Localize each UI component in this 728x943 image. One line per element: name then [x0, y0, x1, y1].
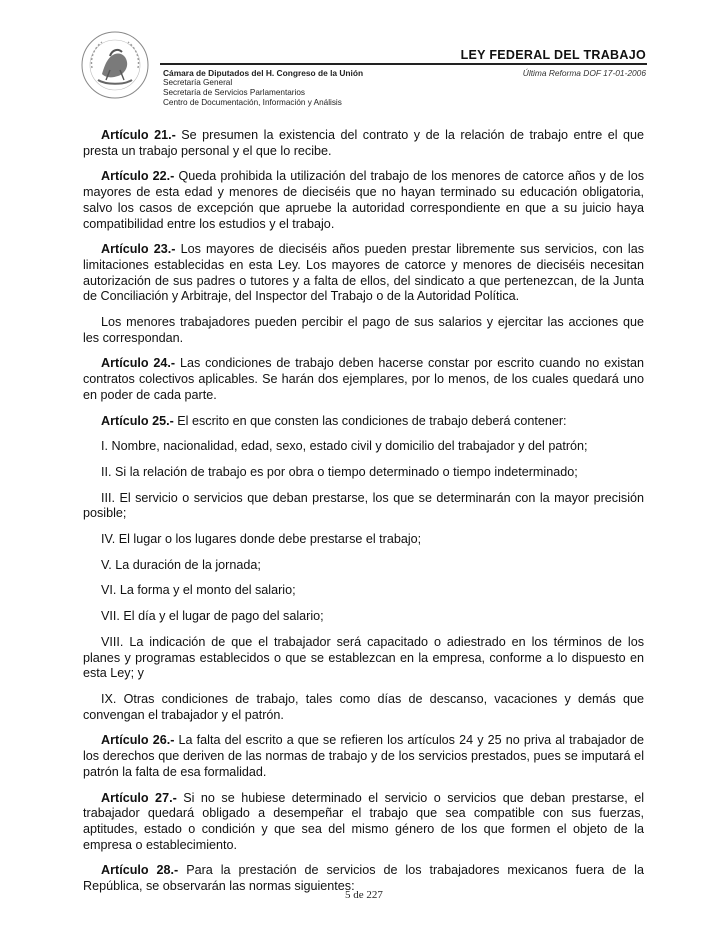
paragraph-text: Los menores trabajadores pueden percibir el pago de sus salarios y ejercitar las acciones que les correspondan.: [83, 315, 644, 345]
document-body: [83, 128, 644, 905]
body-paragraph: [83, 558, 644, 574]
paragraph-text: La falta del escrito a que se refieren los artículos 24 y 25 no priva al trabajador de los derechos que deriven de las normas de trabajo y de los servicios prestados, pues se imputará el patrón la falta de esa formalidad.: [83, 733, 645, 779]
body-paragraph: [83, 583, 644, 599]
article-heading: Artículo 27.-: [101, 790, 177, 805]
body-paragraph: [83, 465, 644, 481]
body-paragraph: [83, 532, 644, 548]
article-paragraph: [83, 128, 644, 159]
article-heading: Artículo 28.-: [101, 863, 179, 878]
paragraph-text: V. La duración de la jornada;: [101, 557, 261, 572]
article-paragraph: [83, 791, 644, 854]
page-header: [0, 0, 728, 120]
paragraph-text: El escrito en que consten las condiciones de trabajo deberá contener:: [177, 413, 567, 428]
article-heading: Artículo 26.-: [101, 733, 175, 748]
institution-subline: Centro de Documentación, Información y Análisis: [163, 98, 342, 107]
article-paragraph: [83, 356, 644, 403]
paragraph-text: IX. Otras condiciones de trabajo, tales como días de descanso, vacaciones y demás que convengan el trabajador y el patrón.: [83, 691, 644, 722]
paragraph-text: VI. La forma y el monto del salario;: [101, 583, 296, 598]
article-paragraph: [83, 169, 644, 232]
paragraph-text: Queda prohibida la utilización del trabajo de los menores de catorce años y de los mayores de esta edad y menores de dieciséis que no hayan terminado su educación obligatoria, salvo los casos de excepción que apruebe la autoridad correspondiente en que a su juicio haya compatibilidad entre los estudios y el trabajo.: [83, 169, 645, 231]
body-paragraph: [83, 491, 644, 522]
paragraph-text: II. Si la relación de trabajo es por obra o tiempo determinado o tiempo indeterminado;: [101, 464, 578, 479]
paragraph-text: III. El servicio o servicios que deban prestarse, los que se determinarán con la mayor precisión posible;: [83, 490, 644, 521]
body-paragraph: [83, 439, 644, 455]
paragraph-text: Los mayores de dieciséis años pueden prestar libremente sus servicios, con las limitaciones establecidas en esta Ley. Los mayores de catorce y menores de dieciséis necesitan autorización de sus padres o tutores y a falta de ellos, del sindicato a que pertenezcan, de la Junta de Conciliación y Arbitraje, del Inspector del Trabajo o de la Autoridad Política.: [83, 242, 645, 304]
institution-block: [163, 68, 363, 108]
article-paragraph: [83, 733, 644, 780]
article-heading: Artículo 22.-: [101, 169, 175, 184]
article-heading: Artículo 25.-: [101, 413, 174, 428]
header-divider: [160, 63, 647, 65]
article-heading: Artículo 21.-: [101, 128, 176, 142]
body-paragraph: [83, 315, 644, 346]
article-heading: Artículo 23.-: [101, 242, 176, 257]
paragraph-text: IV. El lugar o los lugares donde debe prestarse el trabajo;: [101, 532, 422, 547]
body-paragraph: [83, 692, 644, 723]
paragraph-text: VII. El día y el lugar de pago del salario;: [101, 609, 324, 624]
body-paragraph: [83, 635, 644, 682]
article-paragraph: [83, 242, 644, 305]
page-number: 5 de 227: [345, 889, 383, 901]
article-heading: Artículo 24.-: [101, 356, 176, 371]
last-reform-note: Última Reforma DOF 17-01-2006: [522, 68, 646, 78]
law-title: LEY FEDERAL DEL TRABAJO: [460, 48, 646, 62]
paragraph-text: VIII. La indicación de que el trabajador será capacitado o adiestrado en los términos de los planes y programas establecidos o que se establezcan en la empresa, conforme a lo dispuesto en esta Ley; y: [83, 634, 644, 681]
paragraph-text: Se presumen la existencia del contrato y de la relación de trabajo entre el que presta un trabajo personal y el que lo recibe.: [83, 128, 645, 158]
mexican-coat-of-arms-seal: [80, 30, 150, 100]
institution-subline: Secretaría de Servicios Parlamentarios: [163, 88, 305, 97]
institution-subline: Secretaría General: [163, 78, 233, 87]
paragraph-text: Las condiciones de trabajo deben hacerse constar por escrito cuando no existan contratos colectivos aplicables. Se harán dos ejemplares, por lo menos, de los cuales quedará uno en poder de cada parte.: [83, 356, 644, 402]
article-paragraph: [83, 414, 644, 430]
body-paragraph: [83, 609, 644, 625]
paragraph-text: Si no se hubiese determinado el servicio o servicios que deban prestarse, el trabajador quedará obligado a desempeñar el trabajo que sea compatible con sus fuerzas, aptitudes, estado o condición y que sea del mismo género de los que formen el objeto de la empresa o establecimiento.: [83, 790, 644, 852]
paragraph-text: Para la prestación de servicios de los trabajadores mexicanos fuera de la República, se observarán las normas siguientes:: [83, 863, 644, 894]
institution-name: Cámara de Diputados del H. Congreso de la Unión: [163, 68, 364, 78]
paragraph-text: I. Nombre, nacionalidad, edad, sexo, estado civil y domicilio del trabajador y del patrón;: [101, 439, 588, 454]
